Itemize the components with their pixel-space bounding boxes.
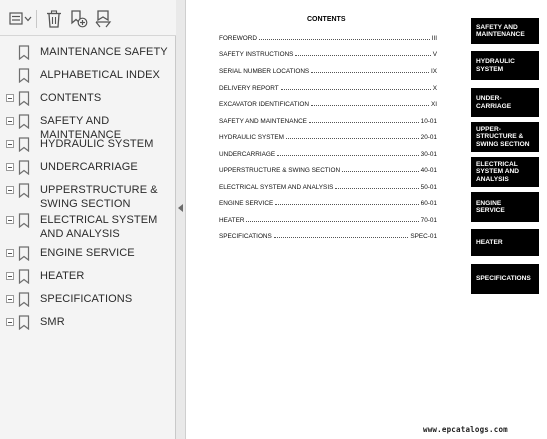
- toc-entry[interactable]: [219, 131, 437, 141]
- toc-entry-title: ELECTRICAL SYSTEM AND ANALYSIS: [219, 184, 334, 191]
- expand-toggle-icon[interactable]: [6, 249, 14, 257]
- toc-entry[interactable]: [219, 197, 437, 207]
- toc-entry-title: HEATER: [219, 217, 245, 224]
- page-title: CONTENTS: [307, 16, 346, 23]
- expand-toggle-icon[interactable]: [6, 295, 14, 303]
- section-tab-label: [476, 275, 531, 282]
- toc-entry-title: SPECIFICATIONS: [219, 233, 272, 240]
- expand-toggle-icon[interactable]: [6, 163, 14, 171]
- section-tab-line: SYSTEM: [476, 65, 504, 73]
- toc-entry-page: XI: [430, 101, 437, 108]
- toc-entry[interactable]: [219, 98, 437, 108]
- bookmarks-panel: [0, 0, 176, 439]
- bookmark-icon: [18, 292, 30, 307]
- section-tab-label: [476, 126, 529, 148]
- document-page: [187, 0, 547, 439]
- toc-entry[interactable]: [219, 148, 437, 158]
- section-tab-line: UPPER-: [476, 125, 501, 133]
- toc-dot-leader: [274, 237, 409, 238]
- list-options-icon: [9, 11, 33, 27]
- section-tab-line: CARRIAGE: [476, 102, 512, 110]
- toc-entry[interactable]: [219, 115, 437, 125]
- expand-toggle-icon[interactable]: [6, 272, 14, 280]
- sidebar-bookmark-item[interactable]: [0, 241, 176, 265]
- toc-entry-title: SAFETY INSTRUCTIONS: [219, 51, 294, 58]
- toc-entry-page: 60-01: [420, 200, 437, 207]
- toc-entry[interactable]: [219, 82, 437, 92]
- section-tab-line: SWING SECTION: [476, 140, 530, 148]
- section-tab[interactable]: [471, 18, 539, 44]
- section-tab-line: HEATER: [476, 238, 503, 246]
- section-tab-label: [476, 24, 525, 39]
- toc-dot-leader: [277, 155, 419, 156]
- section-tab-label: [476, 200, 505, 215]
- bookmark-label: UNDERCARRIAGE: [40, 161, 138, 173]
- toc-entry-title: HYDRAULIC SYSTEM: [219, 134, 284, 141]
- bookmark-icon: [18, 269, 30, 284]
- bookmark-label: CONTENTS: [40, 92, 102, 104]
- section-tab-line: ELECTRICAL: [476, 160, 518, 168]
- panel-splitter[interactable]: [176, 0, 186, 439]
- bookmark-label: HYDRAULIC SYSTEM: [40, 138, 154, 150]
- sidebar-bookmark-item[interactable]: [0, 40, 176, 64]
- toc-entry-title: EXCAVATOR IDENTIFICATION: [219, 101, 309, 108]
- bookmark-label: SMR: [40, 316, 65, 328]
- section-tab[interactable]: [471, 192, 539, 222]
- section-tab-line: STRUCTURE &: [476, 133, 524, 141]
- toc-entry-page: 70-01: [420, 217, 437, 224]
- section-tab[interactable]: [471, 157, 539, 187]
- toc-entry[interactable]: [219, 230, 437, 240]
- new-bookmark-button[interactable]: [70, 9, 88, 29]
- section-tab-line: HYDRAULIC: [476, 58, 515, 66]
- section-tab-line: SAFETY AND: [476, 23, 518, 31]
- expand-toggle-icon[interactable]: [6, 216, 14, 224]
- toc-dot-leader: [295, 55, 430, 56]
- sidebar-bookmark-item[interactable]: [0, 132, 176, 156]
- section-tab[interactable]: [471, 88, 539, 117]
- section-tab[interactable]: [471, 122, 539, 152]
- section-tab-line: MAINTENANCE: [476, 31, 525, 38]
- section-tab-label: [476, 95, 511, 110]
- delete-bookmark-button[interactable]: [46, 9, 62, 29]
- sidebar-bookmark-item[interactable]: [0, 63, 176, 87]
- section-tab-line: ANALYSIS: [476, 175, 509, 183]
- add-bookmark-icon: [70, 10, 88, 28]
- toc-entry-page: V: [432, 51, 437, 58]
- toc-entry-title: UPPERSTRUCTURE & SWING SECTION: [219, 167, 341, 174]
- bookmark-icon: [18, 114, 30, 129]
- toc-entry[interactable]: [219, 65, 437, 75]
- toolbar-separator: [36, 10, 37, 28]
- toc-entry-page: X: [432, 85, 437, 92]
- toc-entry-page: SPEC-01: [410, 233, 437, 240]
- section-tab-label: [476, 161, 519, 183]
- expand-toggle-icon[interactable]: [6, 318, 14, 326]
- toc-dot-leader: [311, 72, 429, 73]
- sidebar-bookmark-item[interactable]: [0, 287, 176, 311]
- bookmark-label: SAFETY AND MAINTENANCE: [40, 115, 122, 141]
- toc-entry-title: SAFETY AND MAINTENANCE: [219, 118, 307, 125]
- toc-entry[interactable]: [219, 214, 437, 224]
- bookmark-icon: [18, 137, 30, 152]
- bookmark-label: ALPHABETICAL INDEX: [40, 69, 160, 81]
- expand-toggle-icon[interactable]: [6, 94, 14, 102]
- section-tab[interactable]: [471, 264, 539, 294]
- sidebar-bookmark-item[interactable]: [0, 155, 176, 179]
- toc-entry-page: III: [431, 35, 437, 42]
- bookmark-icon: [18, 183, 30, 198]
- toc-entry-page: 50-01: [420, 184, 437, 191]
- bookmark-label: HEATER: [40, 270, 85, 282]
- bookmark-icon: [18, 160, 30, 175]
- toc-entry-page: 10-01: [420, 118, 437, 125]
- expand-toggle-icon[interactable]: [6, 140, 14, 148]
- bookmark-label: SPECIFICATIONS: [40, 293, 133, 305]
- section-tab-label: [476, 58, 515, 73]
- toc-entry-page: 40-01: [420, 167, 437, 174]
- toc-entry-page: IX: [430, 68, 437, 75]
- section-tab-line: UNDER-: [476, 95, 502, 103]
- toc-entry-title: ENGINE SERVICE: [219, 200, 274, 207]
- section-tab[interactable]: [471, 51, 539, 80]
- toc-dot-leader: [286, 138, 419, 139]
- bookmark-icon: [18, 45, 30, 60]
- toc-dot-leader: [311, 105, 429, 106]
- toc-entry-title: UNDERCARRIAGE: [219, 151, 276, 158]
- trash-icon: [46, 10, 62, 28]
- section-tab[interactable]: [471, 229, 539, 256]
- toc-entry[interactable]: [219, 181, 437, 191]
- section-tab-label: [476, 239, 503, 246]
- section-tab-line: SYSTEM AND: [476, 168, 519, 176]
- sidebar-bookmark-item[interactable]: [0, 310, 176, 334]
- section-tab-line: SPECIFICATIONS: [476, 275, 531, 283]
- bookmark-label: UPPERSTRUCTURE & SWING SECTION: [40, 184, 158, 210]
- bookmark-label: ENGINE SERVICE: [40, 247, 135, 259]
- sidebar-bookmark-item[interactable]: [0, 208, 176, 245]
- watermark-text: www.epcatalogs.com: [423, 425, 508, 434]
- toc-entry[interactable]: [219, 164, 437, 174]
- toc-dot-leader: [309, 122, 419, 123]
- sidebar-bookmark-item[interactable]: [0, 264, 176, 288]
- bookmark-label: ELECTRICAL SYSTEM AND ANALYSIS: [40, 214, 158, 240]
- expand-bookmark-icon: [94, 10, 112, 28]
- bookmarks-toolbar: [0, 0, 176, 36]
- toc-dot-leader: [335, 188, 418, 189]
- bookmark-icon: [18, 315, 30, 330]
- toc-dot-leader: [275, 204, 418, 205]
- options-button[interactable]: [9, 9, 33, 29]
- toc-entry-title: SERIAL NUMBER LOCATIONS: [219, 68, 310, 75]
- toc-entry-page: 20-01: [420, 134, 437, 141]
- toc-dot-leader: [259, 39, 430, 40]
- bookmark-icon: [18, 246, 30, 261]
- expand-toggle-icon[interactable]: [6, 117, 14, 125]
- collapse-arrow-icon[interactable]: [178, 204, 183, 212]
- toc-dot-leader: [281, 89, 431, 90]
- section-tab-line: ENGINE: [476, 199, 502, 207]
- toc-entry-page: 30-01: [420, 151, 437, 158]
- bookmark-icon: [18, 68, 30, 83]
- toc-entry-title: FOREWORD: [219, 35, 257, 42]
- bookmark-icon: [18, 213, 30, 228]
- section-tab-line: SERVICE: [476, 207, 505, 214]
- toc-entry-title: DELIVERY REPORT: [219, 85, 279, 92]
- bookmark-label: MAINTENANCE SAFETY: [40, 46, 168, 58]
- expand-bookmark-button[interactable]: [94, 9, 112, 29]
- expand-toggle-icon[interactable]: [6, 186, 14, 194]
- toc-entry[interactable]: [219, 32, 437, 42]
- bookmark-icon: [18, 91, 30, 106]
- toc-entry[interactable]: [219, 48, 437, 58]
- toc-dot-leader: [246, 221, 418, 222]
- toc-dot-leader: [342, 171, 419, 172]
- sidebar-bookmark-item[interactable]: [0, 86, 176, 110]
